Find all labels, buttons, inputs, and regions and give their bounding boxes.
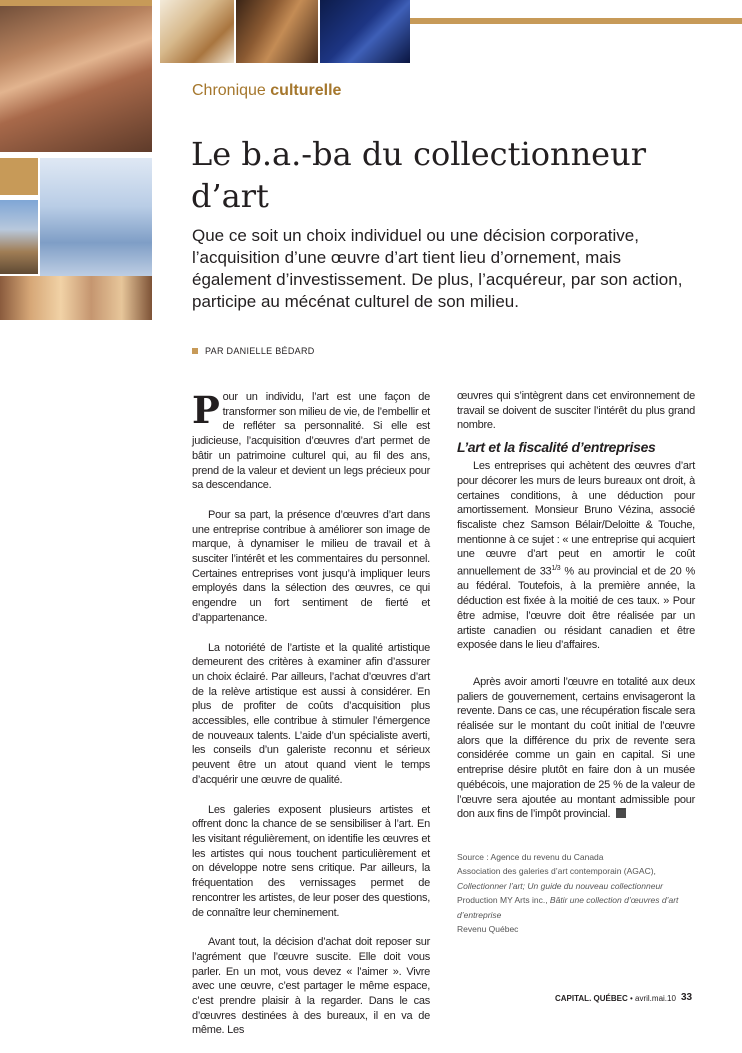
section-kicker — [192, 82, 341, 100]
sky-hands-photo — [40, 158, 152, 279]
sources-box — [457, 850, 697, 936]
source-line: Revenu Québec — [457, 924, 519, 935]
paragraph-text: Après avoir amorti l’œuvre en totalité aux deux paliers de gouvernement, certains envisageront la revente. Dans ce cas, une récupération fiscale sera réalisée sur le montant du coût initial de l’œuvre alors que la différence du prix de revente sera considérée comme un gain en capital. Si une entreprise désire plutôt en faire don à un musée québécois, une majoration de 25 % de la valeur de l’œuvre sera ajoutée au montant admissible pour don aux fins de l’impôt provincial. — [457, 675, 695, 821]
source-title: d’entreprise — [457, 909, 502, 920]
byline-text: PAR DANIELLE BÉDARD — [205, 346, 315, 356]
source-line — [457, 879, 697, 893]
gold-accent-block — [0, 158, 38, 195]
source-line: Association des galeries d’art contemporain (AGAC), — [457, 866, 656, 877]
paragraph-text: Les entreprises qui achètent des œuvres d’art pour décorer les murs de leurs bureaux ont droit, à certaines conditions, à une déduction pour amortissement. Monsieur Bruno Vézina, associé fiscaliste chez Samson Bélair/Deloitte & Touche, mentionne à ce sujet : « une entreprise qui acquiert une œuvre d’art peut en amortir le coût annuellement de 33 — [457, 460, 695, 578]
gold-header-rule — [410, 18, 742, 24]
cello-photo — [236, 0, 318, 63]
page-number: 33 — [681, 992, 693, 1003]
paragraph-text: our un individu, l’art est une façon de transformer son milieu de vie, de l’embellir et de refléter sa personnalité. Si elle est judicieuse, l’acquisition d’œuvres d’art permet de bâtir un patrimoine culturel qui, au fil des ans, prend de la valeur et devient un legs précieux pour sa descendance. — [192, 391, 430, 492]
paragraph: œuvres qui s’intègrent dans cet environnement de travail se doivent de susciter l’intérêt du plus grand nombre. — [457, 390, 695, 432]
page-footer — [555, 994, 676, 1003]
source-line — [457, 908, 697, 922]
paragraph: La notoriété de l’artiste et la qualité artistique demeurent des critères à examiner afin d’assurer un choix éclairé. Par ailleurs, l’achat d’œuvres d’art de la relève artistique est aussi à considérer. En plus de profiter de coûts d’acquisition plus accessibles, elle contribue à stimuler l’émergence de nouveaux talents. L’aide d’un spécialiste averti, les conseils d’un galeriste reconnu et sérieux peuvent être un atout quand vient le temps d’acquérir une œuvre de qualité. — [192, 641, 430, 786]
issue-date: avril.mai.10 — [635, 994, 676, 1003]
fraction-superscript: 1/3 — [551, 565, 561, 573]
article-column-1 — [192, 390, 430, 1053]
source-line — [457, 893, 697, 907]
violin-photo — [160, 0, 234, 63]
source-publisher: Production MY Arts inc., — [457, 895, 550, 906]
article-deck: Que ce soit un choix individuel ou une décision corporative, l’acquisition d’une œuvre d’art tient lieu d’ornement, mais également d’investissement. De plus, l’acquéreur, par son action, participe au mécénat culturel de son milieu. — [192, 226, 683, 311]
bullet-separator: • — [629, 994, 636, 1003]
article-title: Le b.a.-ba du collectionneur d’art — [191, 135, 647, 215]
paragraph — [457, 459, 695, 653]
end-mark-icon — [616, 808, 626, 818]
gold-accent-bar — [0, 0, 152, 6]
kicker-prefix: Chronique — [192, 82, 266, 99]
castle-photo — [0, 200, 38, 274]
subheading: L’art et la fiscalité d’entreprises — [457, 439, 656, 456]
paragraph — [192, 390, 430, 493]
paragraph-text: % au provincial et de 20 % au fédéral. Toutefois, à la première année, la déduction est fixée à la moitié de ces taux. » Pour être admise, l’œuvre doit être réalisée par un artiste canadien ou résidant canadien et être exposée dans le lieu d’affaires. — [457, 565, 695, 652]
magazine-name: CAPITAL. QUÉBEC — [555, 994, 628, 1003]
article-column-2 — [457, 389, 695, 837]
paragraph: Pour sa part, la présence d’œuvres d’art dans une entreprise contribue à améliorer son image de marque, à dynamiser le milieu de travail et à susciter l’intérêt et les commentaires du personnel. Certaines entreprises vont jusqu’à impliquer leurs employés dans la sélection des œuvres, ce qui engendre un fort sentiment de fierté et d’appartenance. — [192, 508, 430, 624]
source-title: Bâtir une collection d’œuvres d’art — [549, 895, 679, 906]
audience-faces-photo — [0, 276, 152, 320]
source-line: Source : Agence du revenu du Canada — [457, 852, 604, 862]
paragraph — [457, 675, 695, 822]
paragraph: Les galeries exposent plusieurs artistes et offrent donc la chance de se sensibiliser à l’art. En les visitant régulièrement, on identifie les œuvres et les artistes qui nous touchent particulièrement et on développe notre sens critique. Par ailleurs, la fréquentation des vernissages permet de rencontrer les artistes, de leur poser des questions, de connaître leur cheminement. — [192, 803, 430, 919]
byline — [192, 346, 315, 356]
saxophone-photo — [320, 0, 410, 63]
kicker-bold: culturelle — [270, 82, 342, 99]
drop-cap: P — [192, 388, 220, 432]
dancer-photo — [0, 0, 152, 152]
paragraph: Avant tout, la décision d’achat doit reposer sur l’agrément que l’œuvre suscite. Elle doit vous parler. En un mot, vous devez « l’aimer ». Vivre avec une œuvre, c’est partager le même espace, c’est prendre plaisir à la regarder. Dans le cas d’œuvres destinées à des bureaux, il en va de même. Les — [192, 936, 430, 1037]
source-title: Collectionner l’art; Un guide du nouveau collectionneur — [457, 880, 664, 891]
byline-square-icon — [192, 348, 198, 354]
